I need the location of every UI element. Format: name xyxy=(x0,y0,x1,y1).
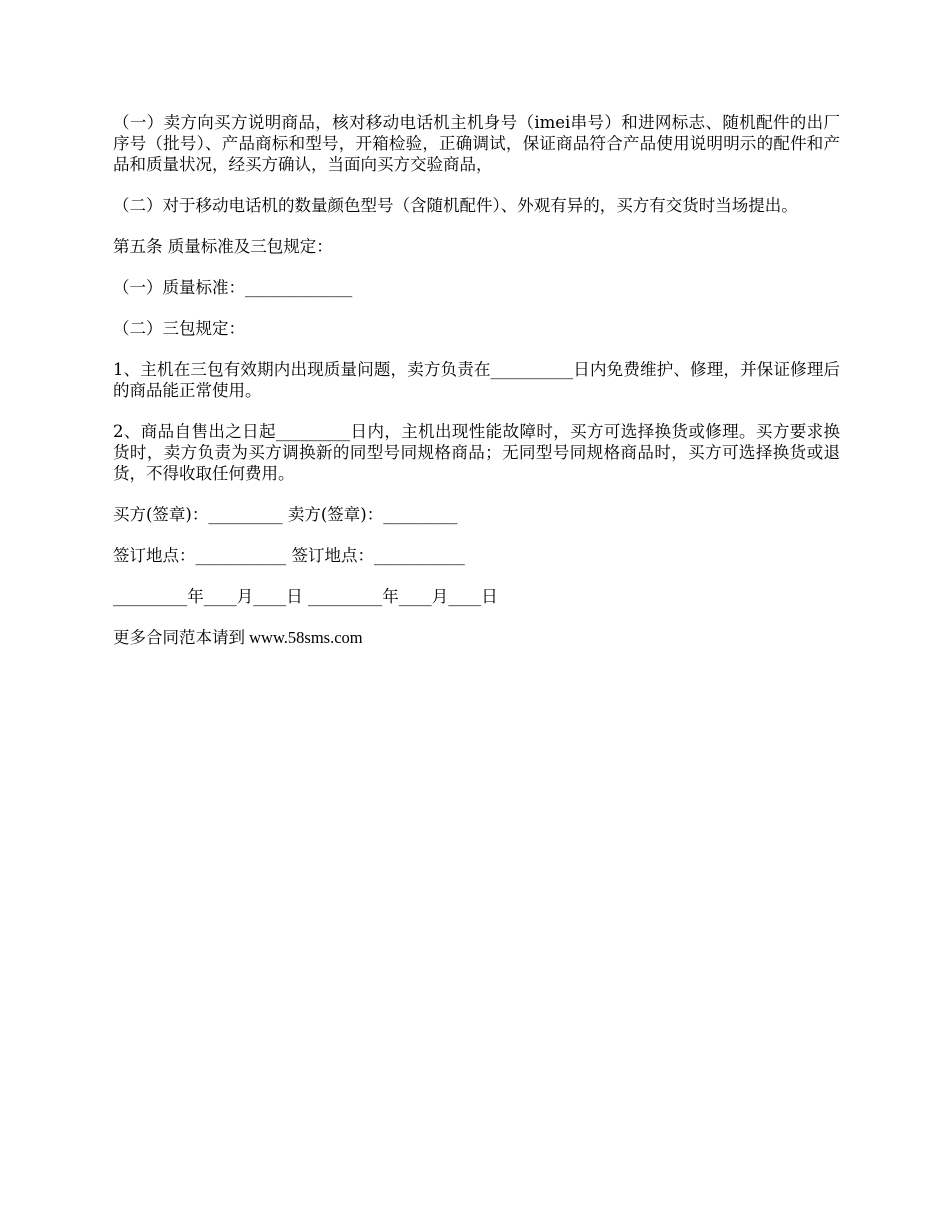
warranty-rule-one: 1、主机在三包有效期内出现质量问题，卖方负责在__________日内免费维护、修理，并保证修理后的商品能正常使用。 xyxy=(113,360,840,400)
signature-line: 买方(签章)：_________ 卖方(签章)：_________ xyxy=(113,505,458,524)
quality-standard-line: （一）质量标准：_____________ xyxy=(113,278,353,297)
document-body xyxy=(113,112,840,668)
footer-website-line: 更多合同范本请到 www.58sms.com xyxy=(113,628,363,647)
article-five-heading: 第五条 质量标准及三包规定： xyxy=(113,237,333,256)
signing-date-line: _________年____月____日 _________年____月____日 xyxy=(113,587,498,606)
signing-location-line: 签订地点：___________ 签订地点：___________ xyxy=(113,546,465,565)
clause-quantity-objection: （二）对于移动电话机的数量颜色型号（含随机配件）、外观有异的，买方有交货时当场提出。 xyxy=(113,196,798,215)
warranty-rule-two: 2、商品自售出之日起_________日内，主机出现性能故障时，买方可选择换货或修理。买方要求换货时，卖方负责为买方调换新的同型号同规格商品；无同型号同规格商品时，买方可选择换货或退货，不得收取任何费用。 xyxy=(113,422,840,483)
warranty-rules-heading: （二）三包规定： xyxy=(113,319,245,338)
clause-seller-explains-goods: （一）卖方向买方说明商品，核对移动电话机主机身号（imei串号）和进网标志、随机配件的出厂序号（批号）、产品商标和型号，开箱检验，正确调试，保证商品符合产品使用说明明示的配件和产品和质量状况，经买方确认，当面向买方交验商品， xyxy=(113,113,840,174)
